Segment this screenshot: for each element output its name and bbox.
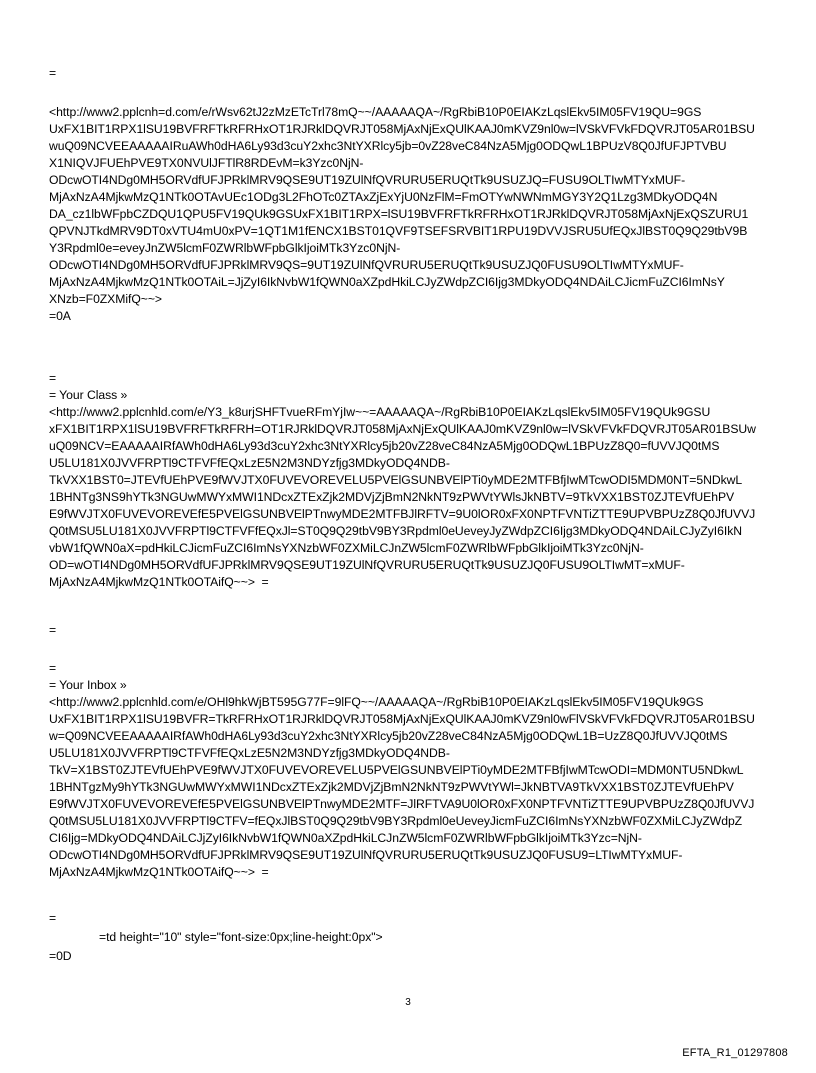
text-line: = Your Class » (49, 388, 128, 402)
text-line: Y3Rpdml0e=eveyJnZW5lcmF0ZWRlbWFpbGlkIjoiMTk3Yzc0NjN- (49, 241, 401, 255)
text-line: U5LU181X0JVVFRPTl9CTFVFfEQxLzE5N2M3NDYzfjg3MDkyODQ4NDB- (49, 456, 450, 470)
text-line: Q0tMSU5LU181X0JVVFRPTl9CTFV=fEQxJlBST0Q9Q29tbV9BY3Rpdml0eUeveyJicmFuZCI6ImNsYXNzbWF0ZXMiLCJyZWdpZ (49, 814, 743, 828)
text-line: wuQ09NCVEEAAAAAIRuAWh0dHA6Ly93d3cuY2xhc3NtYXRlcy5jb=0vZ28veC84NzA5Mjg0ODQwL1BPUzV8Q0JfUFJPTVBU (49, 139, 727, 153)
text-line: = (49, 623, 57, 637)
text-line: Q0tMSU5LU181X0JVVFRPTl9CTFVFfEQxJl=ST0Q9Q29tbV9BY3Rpdml0eUeveyJyZWdpZCI6Ijg3MDkyODQ4NDAiLCJyZyI6IkN (49, 524, 742, 538)
text-line: = Your Inbox » (49, 678, 127, 692)
text-line: UxFX1BIT1RPX1lSU19BVFRFTkRFRHxOT1RJRklDQVRJT058MjAxNjExQUlKAAJ0mKVZ9nl0w=lVSkVFVkFDQVRJT05AR01BSU (49, 122, 755, 136)
text-line: = (49, 911, 57, 925)
text-line: MjAxNzA4MjkwMzQ1NTk0OTAvUEc1ODg3L2FhOTc0ZTAxZjExYjU0NzFlM=FmOTYwNWNmMGY3Y2Q1Lzg3MDkyODQ4N (49, 190, 718, 204)
text-line: = (49, 661, 57, 675)
text-line: xFX1BIT1RPX1lSU19BVFRFTkRFRH=OT1RJRklDQVRJT058MjAxNjExQUlKAAJ0mKVZ9nl0w=lVSkVFVkFDQVRJT05AR01BSUw (49, 422, 756, 436)
bates-number: EFTA_R1_01297808 (682, 1047, 788, 1059)
text-line: TkVXX1BST0=JTEVfUEhPVE9fWVJTX0FUVEVOREVELU5PVElGSUNBVElPTi0yMDE2MTFBfjIwMTcwODI5MDM0NT=5NDkwL (49, 473, 743, 487)
text-line: U5LU181X0JVVFRPTl9CTFVFfEQxLzE5N2M3NDYzfjg3MDkyODQ4NDB- (49, 746, 450, 760)
text-line: <http://www2.pplcnh=d.com/e/rWsv62tJ2zMzETcTrl78mQ~~/AAAAAQA~/RgRbiB10P0EIAKzLqslEkv5IM05FV19QU=9GS (49, 105, 702, 119)
text-line: 1BHNTg3NS9hYTk3NGUwMWYxMWI1NDcxZTExZjk2MDVjZjBmN2NkNT9zPWVtYWlsJkNBTV=9TkVXX1BST0ZJTEVfUEhPV (49, 490, 735, 504)
text-line: vbW1fQWN0aX=pdHkiLCJicmFuZCI6ImNsYXNzbWF0ZXMiLCJnZW5lcmF0ZWRlbWFpbGlkIjoiMTk3Yzc0NjN- (49, 541, 644, 555)
text-line: MjAxNzA4MjkwMzQ1NTk0OTAifQ~~> = (49, 575, 269, 589)
text-line: UxFX1BIT1RPX1lSU19BVFR=TkRFRHxOT1RJRklDQVRJT058MjAxNjExQUlKAAJ0mKVZ9nl0wFlVSkVFVkFDQVRJT05AR01BSU (49, 712, 755, 726)
text-line: = (49, 66, 57, 80)
text-line: MjAxNzA4MjkwMzQ1NTk0OTAiL=JjZyI6IkNvbW1fQWN0aXZpdHkiLCJyZWdpZCI6Ijg3MDkyODQ4NDAiLCJicmFuZCI6ImNsY (49, 275, 725, 289)
text-line: <http://www2.pplcnhld.com/e/Y3_k8urjSHFTvueRFmYjIw~~=AAAAAQA~/RgRbiB10P0EIAKzLqslEkv5IM05FV19QUk9GSU (49, 405, 711, 419)
text-line: <http://www2.pplcnhld.com/e/OHl9hkWjBT595G77F=9lFQ~~/AAAAAQA~/RgRbiB10P0EIAKzLqslEkv5IM05FV19QUk9GS (49, 695, 704, 709)
text-line: w=Q09NCVEEAAAAAIRfAWh0dHA6Ly93d3cuY2xhc3NtYXRlcy5jb20vZ28veC84NzA5Mjg0ODQwL1B=UzZ8Q0JfUVVJQ0tMS (49, 729, 728, 743)
text-line: E9fWVJTX0FUVEVOREVEfE5PVElGSUNBVElPTnwyMDE2MTF=JlRFTVA9U0lOR0xFX0NPTFVNTiZTTE9UPVBPUzZ8Q0JfUVVJ (49, 797, 755, 811)
text-line: TkV=X1BST0ZJTEVfUEhPVE9fWVJTX0FUVEVOREVELU5PVElGSUNBVElPTi0yMDE2MTFBfjIwMTcwODI=MDM0NTU5NDkwL (49, 763, 744, 777)
text-line: DA_cz1lbWFpbCZDQU1QPU5FV19QUk9GSUxFX1BIT1RPX=lSU19BVFRFTkRFRHxOT1RJRklDQVRJT058MjAxNjExQSZURU1 (49, 207, 749, 221)
text-line: E9fWVJTX0FUVEVOREVEfE5PVElGSUNBVElPTnwyMDE2MTFBJlRFTV=9U0lOR0xFX0NPTFVNTiZTTE9UPVBPUzZ8Q0JfUVVJ (49, 507, 756, 521)
text-line: MjAxNzA4MjkwMzQ1NTk0OTAifQ~~> = (49, 865, 269, 879)
text-line: ODcwOTI4NDg0MH5ORVdfUFJPRklMRV9QSE9UT19ZUlNfQVRURU5ERUQtTk9USUZJQ=FUSU9OLTIwMTYxMUF- (49, 173, 686, 187)
text-line: = (49, 371, 57, 385)
text-line: XNzb=F0ZXMifQ~~> (49, 292, 162, 306)
text-line: uQ09NCV=EAAAAAIRfAWh0dHA6Ly93d3cuY2xhc3NtYXRlcy5jb20vZ28veC84NzA5Mjg0ODQwL1BPUzZ8Q0=fUVVJQ0tMS (49, 439, 720, 453)
text-line: OD=wOTI4NDg0MH5ORVdfUFJPRklMRV9QSE9UT19ZUlNfQVRURU5ERUQtTk9USUZJQ0FUSU9OLTIwMT=xMUF- (49, 558, 685, 572)
text-line: =0D (49, 949, 72, 963)
page-number: 3 (405, 997, 411, 1008)
text-line: CI6Ijg=MDkyODQ4NDAiLCJjZyI6IkNvbW1fQWN0aXZpdHkiLCJnZW5lcmF0ZWRlbWFpbGlkIjoiMTk3Yzc=NjN- (49, 831, 642, 845)
text-line: 1BHNTgzMy9hYTk3NGUwMWYxMWI1NDcxZTExZjk2MDVjZjBmN2NkNT9zPWVtYWl=JkNBTVA9TkVXX1BST0ZJTEVfUEhPV (49, 780, 734, 794)
text-line: ODcwOTI4NDg0MH5ORVdfUFJPRklMRV9QSE9UT19ZUlNfQVRURU5ERUQtTk9USUZJQ0FUSU9=LTIwMTYxMUF- (49, 848, 683, 862)
text-line: =td height="10" style="font-size:0px;line-height:0px"> (99, 930, 383, 944)
text-line: QPVNJTkdMRV9DT0xVTU4mU0xPV=1QT1M1fENCX1BST01QVF9TSEFSRVBIT1RPU19DVVJSRU5UfEQxJlBST0Q9Q29tbV9B (49, 224, 748, 238)
text-line: X1NIQVJFUEhPVE9TX0NVUlJFTlR8RDEvM=k3Yzc0NjN- (49, 156, 364, 170)
text-line: =0A (49, 309, 71, 323)
text-line: ODcwOTI4NDg0MH5ORVdfUFJPRklMRV9QS=9UT19ZUlNfQVRURU5ERUQtTk9USUZJQ0FUSU9OLTIwMTYxMUF- (49, 258, 684, 272)
